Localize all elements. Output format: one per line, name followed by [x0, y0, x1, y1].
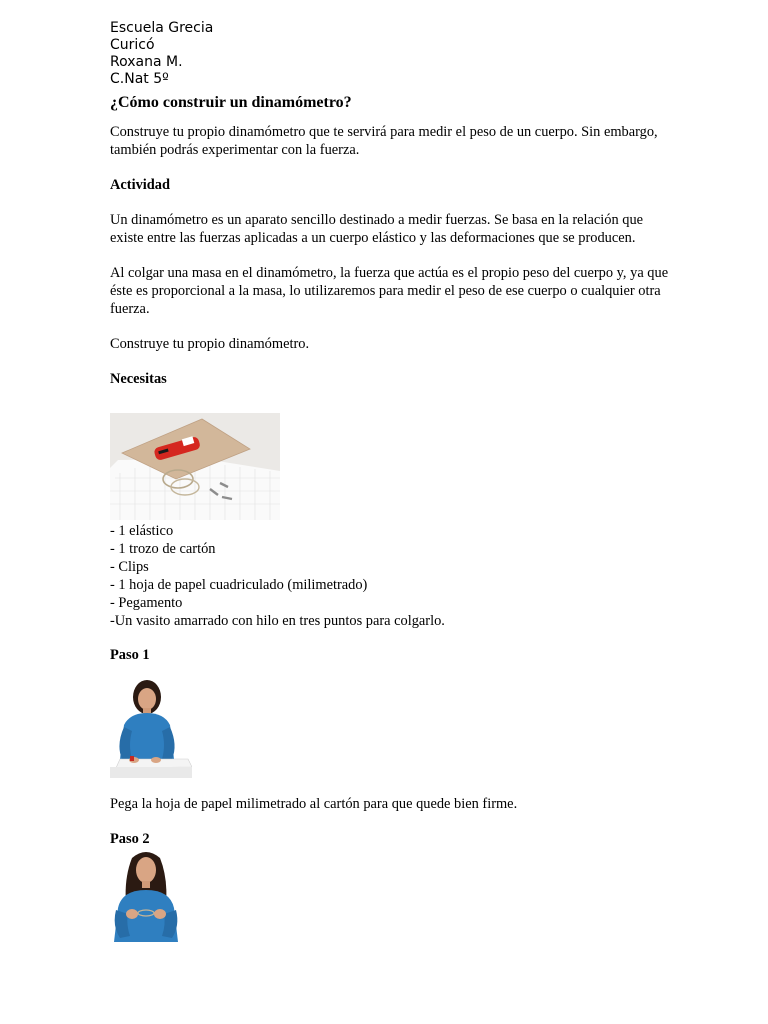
intro-paragraph: Construye tu propio dinamómetro que te servirá para medir el peso de un cuerpo. Sin embargo, también podrás experimentar con la fuerza. — [110, 124, 658, 158]
activity-paragraph-2: Al colgar una masa en el dinamómetro, la fuerza que actúa es el propio peso del cuerpo y, ya que éste es proporcional a la masa, lo utilizaremos para medir el peso de ese cuerpo o cualquier otra fuerza. — [110, 265, 669, 317]
materials-photo — [110, 413, 280, 520]
materials-list — [110, 522, 670, 630]
list-item: -Un vasito amarrado con hilo en tres puntos para colgarlo. — [110, 613, 445, 629]
page-title: ¿Cómo construir un dinamómetro? — [110, 94, 352, 111]
list-item: - 1 elástico — [110, 523, 174, 539]
course-label: C.Nat 5º — [110, 71, 169, 87]
step2-photo — [110, 848, 182, 942]
city-name: Curicó — [110, 37, 155, 53]
step1-text: Pega la hoja de papel milimetrado al cartón para que quede bien firme. — [110, 796, 518, 812]
document-page — [110, 20, 670, 942]
school-name: Escuela Grecia — [110, 20, 214, 36]
step1-heading: Paso 1 — [110, 647, 150, 663]
list-item: - 1 trozo de cartón — [110, 541, 216, 557]
activity-heading: Actividad — [110, 177, 170, 193]
list-item: - 1 hoja de papel cuadriculado (milimetrado) — [110, 577, 368, 593]
activity-paragraph-3: Construye tu propio dinamómetro. — [110, 336, 310, 352]
step2-heading: Paso 2 — [110, 831, 150, 847]
step1-photo — [110, 675, 192, 778]
list-item: - Pegamento — [110, 595, 183, 611]
list-item: - Clips — [110, 559, 149, 575]
materials-heading: Necesitas — [110, 371, 167, 387]
activity-paragraph-1: Un dinamómetro es un aparato sencillo destinado a medir fuerzas. Se basa en la relación que existe entre las fuerzas aplicadas a un cuerpo elástico y las deformaciones que se producen. — [110, 212, 644, 246]
teacher-name: Roxana M. — [110, 54, 183, 70]
